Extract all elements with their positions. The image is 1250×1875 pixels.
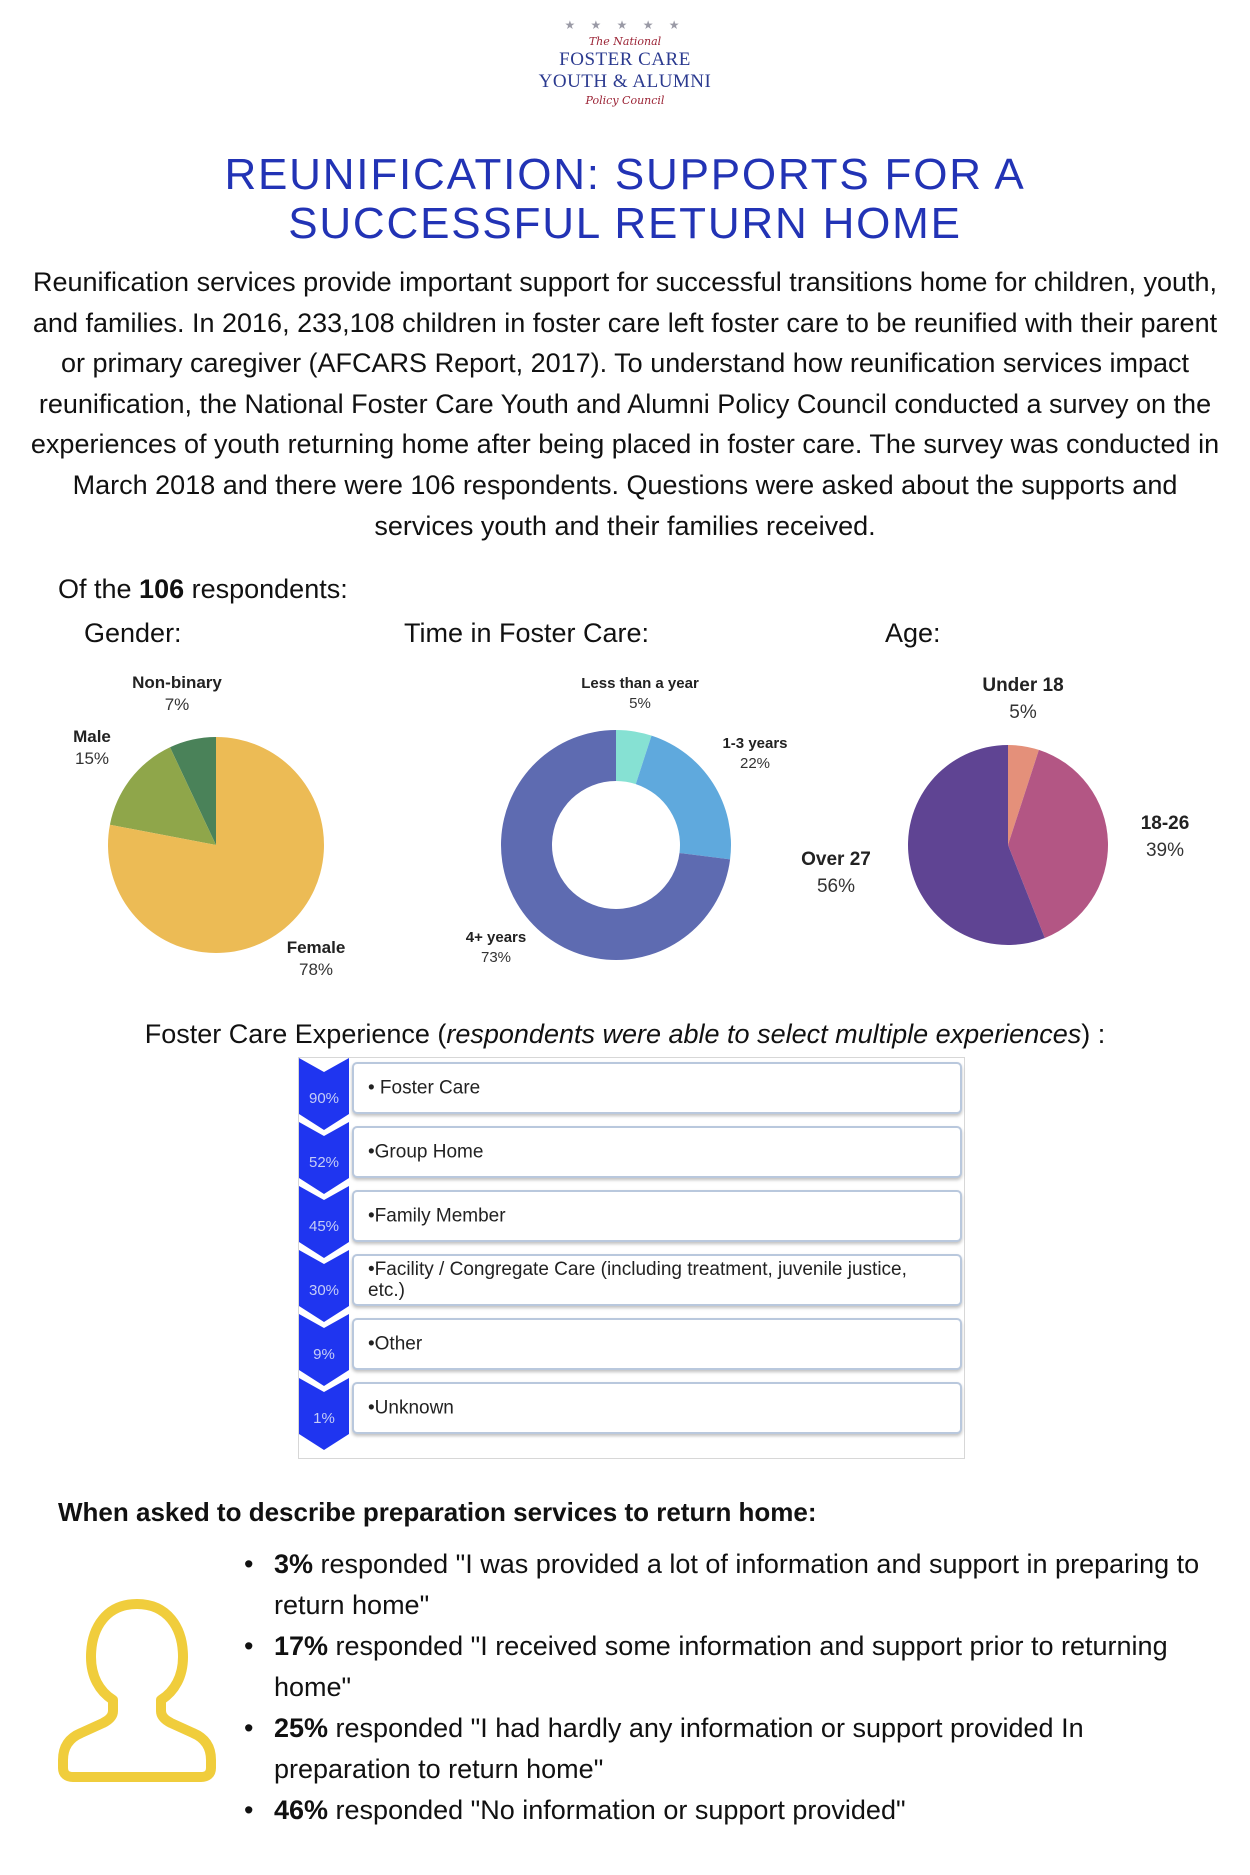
- preparation-item: • 25% responded "I had hardly any information or support provided In preparation to return home": [272, 1708, 1222, 1790]
- preparation-item: • 17% responded "I received some information and support prior to returning home": [272, 1626, 1222, 1708]
- experience-heading-italic: respondents were able to select multiple experiences: [446, 1019, 1082, 1049]
- gender-label-female: Female 78%: [286, 938, 346, 979]
- time-in-care-heading: Time in Foster Care:: [404, 618, 650, 648]
- experience-item: [352, 1254, 962, 1306]
- age-label-under-18: Under 18 5%: [982, 675, 1064, 723]
- preparation-item: • 46% responded "No information or support provided": [272, 1790, 1222, 1831]
- experience-item: [352, 1062, 962, 1114]
- experience-item-label: •Group Home: [368, 1141, 484, 1163]
- time-label-less-than-year: Less than a year 5%: [581, 675, 699, 712]
- experience-item: [352, 1318, 962, 1370]
- logo-stars: ★ ★ ★ ★ ★: [564, 18, 686, 32]
- experience-chart: [298, 1057, 965, 1459]
- policy-council-logo: [525, 16, 725, 126]
- gender-label-male: Male 15%: [73, 727, 111, 768]
- logo-line-1: The National: [588, 35, 662, 48]
- preparation-heading: When asked to describe preparation services to return home:: [58, 1497, 817, 1527]
- experience-percentage: 52%: [308, 1154, 340, 1171]
- experience-percentage: 45%: [308, 1218, 340, 1235]
- experience-item: [352, 1190, 962, 1242]
- intro-paragraph: Reunification services provide important support for successful transitions home for children, youth, and families. In 2016, 233,108 children in foster care left foster care to be reunified with their parent or primary caregiver (AFCARS Report, 2017). To understand how reunification services impact reunification, the National Foster Care Youth and Alumni Policy Council conducted a survey on the experiences of youth returning home after being placed in foster care. The survey was conducted in March 2018 and there were 106 respondents. Questions were asked about the supports and services youth and their families received.: [30, 267, 1220, 541]
- title-line-1: REUNIFICATION: SUPPORTS FOR A: [224, 150, 1026, 199]
- time-label-4-plus-years: 4+ years 73%: [465, 929, 527, 966]
- experience-item: [352, 1126, 962, 1178]
- experience-item-label: •Family Member: [368, 1205, 506, 1227]
- preparation-list: [272, 1544, 1222, 1831]
- logo-line-2: FOSTER CARE: [559, 49, 691, 70]
- respondents-heading: [58, 574, 348, 605]
- logo-line-3: YOUTH & ALUMNI: [538, 71, 712, 92]
- gender-heading: Gender:: [84, 618, 182, 648]
- experience-percentage: 30%: [308, 1282, 340, 1299]
- age-label-over-27: Over 27 56%: [801, 849, 871, 897]
- gender-pie-chart: [108, 737, 324, 953]
- person-icon: [55, 1590, 220, 1785]
- experience-item-label: •Facility / Congregate Care (including treatment, juvenile justice, etc.): [368, 1259, 907, 1301]
- respondents-suffix: respondents:: [184, 574, 348, 604]
- experience-percentage: 1%: [313, 1410, 335, 1427]
- experience-percentage: 9%: [313, 1346, 335, 1363]
- gender-label-non-binary: Non-binary 7%: [132, 673, 222, 714]
- age-pie-chart: [908, 745, 1108, 945]
- experience-item: [352, 1382, 962, 1434]
- experience-item-label: •Unknown: [368, 1397, 454, 1419]
- logo-line-4: Policy Council: [585, 94, 665, 107]
- experience-percentage: 90%: [308, 1090, 340, 1107]
- respondents-count: 106: [139, 574, 185, 604]
- title-line-2: SUCCESSFUL RETURN HOME: [288, 199, 962, 248]
- page-title: [40, 150, 1210, 248]
- age-heading: Age:: [885, 618, 941, 648]
- time-in-care-donut-chart: [501, 730, 731, 960]
- experience-heading: Foster Care Experience (respondents were able to select multiple experiences) :: [144, 1019, 1106, 1049]
- respondents-prefix: Of the: [58, 574, 140, 604]
- time-label-1-3-years: 1-3 years 22%: [722, 735, 788, 772]
- age-label-18-26: 18-26 39%: [1140, 813, 1190, 861]
- experience-item-label: •Other: [368, 1333, 423, 1355]
- preparation-item: • 3% responded "I was provided a lot of information and support in preparing to return home": [272, 1544, 1222, 1626]
- experience-item-label: • Foster Care: [368, 1077, 481, 1099]
